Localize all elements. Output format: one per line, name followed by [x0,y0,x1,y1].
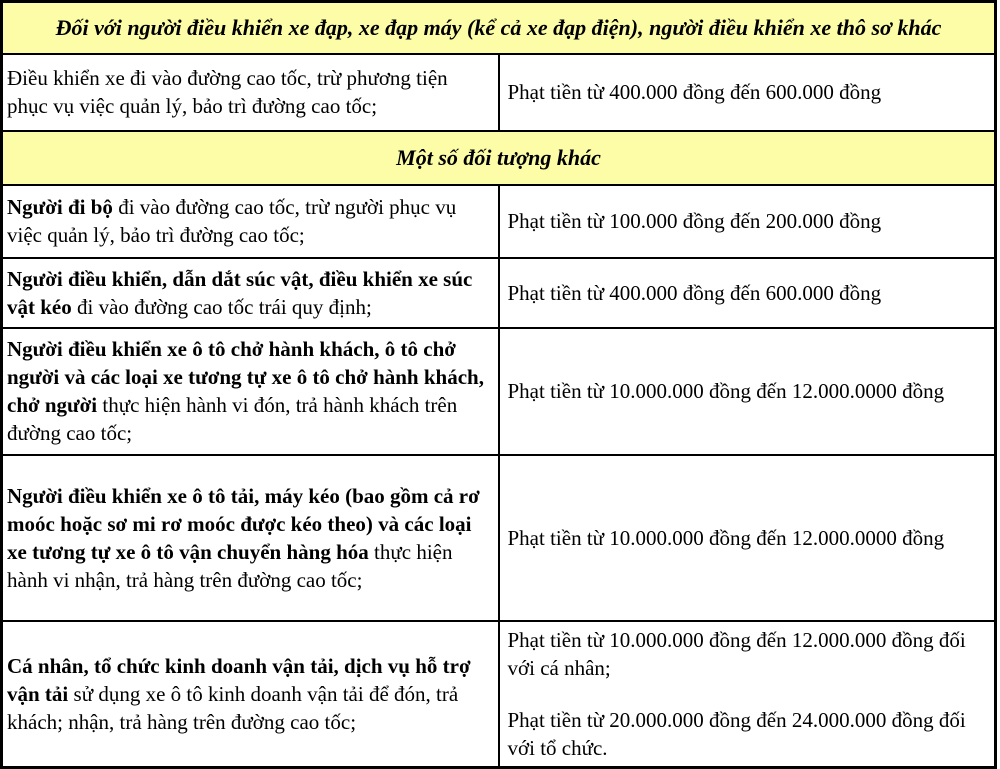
violation-cell [2,621,499,768]
fine-text: Phạt tiền từ 400.000 đồng đến 600.000 đồng [507,280,882,305]
violation-description: thực hiện hành vi nhận, trả hàng trên đường cao tốc; [7,539,453,592]
fine-cell [499,621,996,768]
fine-cell [499,185,996,258]
violation-subject: Người đi bộ [7,195,113,219]
violation-subject: Cá nhân, tổ chức kinh doanh vận tải, dịch vụ hỗ trợ vận tải [7,653,471,706]
violation-cell [2,54,499,131]
table-row [2,328,996,455]
fine-cell [499,54,996,131]
violation-description: sử dụng xe ô tô kinh doanh vận tải để đón, trả khách; nhận, trả hàng trên đường cao tốc; [7,681,459,734]
fine-text-organization: Phạt tiền từ 20.000.000 đồng đến 24.000.000 đồng đối với tổ chức. [507,707,966,760]
fine-cell [499,258,996,328]
fine-text: Phạt tiền từ 10.000.000 đồng đến 12.000.0000 đồng [507,525,945,550]
table-row [2,185,996,258]
table-row [2,54,996,131]
violation-cell [2,185,499,258]
table-row [2,258,996,328]
table-row [2,621,996,768]
section-title: Một số đối tượng khác [2,131,996,185]
violation-description: đi vào đường cao tốc, trừ người phục vụ việc quản lý, bảo trì đường cao tốc; [7,195,457,247]
violation-description: thực hiện hành vi đón, trả hành khách trên đường cao tốc; [7,393,458,445]
violation-subject: Người điều khiển, dẫn dắt súc vật, điều khiển xe súc vật kéo [7,266,473,319]
violation-subject: Người điều khiển xe ô tô chở hành khách, ô tô chở người và các loại xe tương tự xe ô tô chở hành khách, chở người [7,337,484,417]
violation-cell [2,328,499,455]
fine-cell [499,328,996,455]
violation-cell [2,258,499,328]
table-row [2,455,996,621]
fine-text-individual: Phạt tiền từ 10.000.000 đồng đến 12.000.000 đồng đối với cá nhân; [507,627,966,680]
fine-text: Phạt tiền từ 400.000 đồng đến 600.000 đồng [507,80,882,104]
fine-text: Phạt tiền từ 10.000.000 đồng đến 12.000.0000 đồng [507,379,945,403]
violation-description: Điều khiển xe đi vào đường cao tốc, trừ phương tiện phục vụ việc quản lý, bảo trì đường cao tốc; [7,66,448,118]
section-header-row-other-subjects [2,131,996,185]
violation-cell [2,455,499,621]
fine-cell [499,455,996,621]
fine-text: Phạt tiền từ 100.000 đồng đến 200.000 đồng [507,209,882,233]
table-body [2,2,996,768]
violation-subject: Người điều khiển xe ô tô tải, máy kéo (bao gồm cả rơ moóc hoặc sơ mi rơ moóc được kéo theo) và các loại xe tương tự xe ô tô vận chuyển hàng hóa [7,483,480,564]
section-header-row-bicycles [2,2,996,54]
violation-description: đi vào đường cao tốc trái quy định; [71,294,372,319]
section-title: Đối với người điều khiển xe đạp, xe đạp máy (kể cả xe đạp điện), người điều khiển xe thô sơ khác [2,2,996,54]
